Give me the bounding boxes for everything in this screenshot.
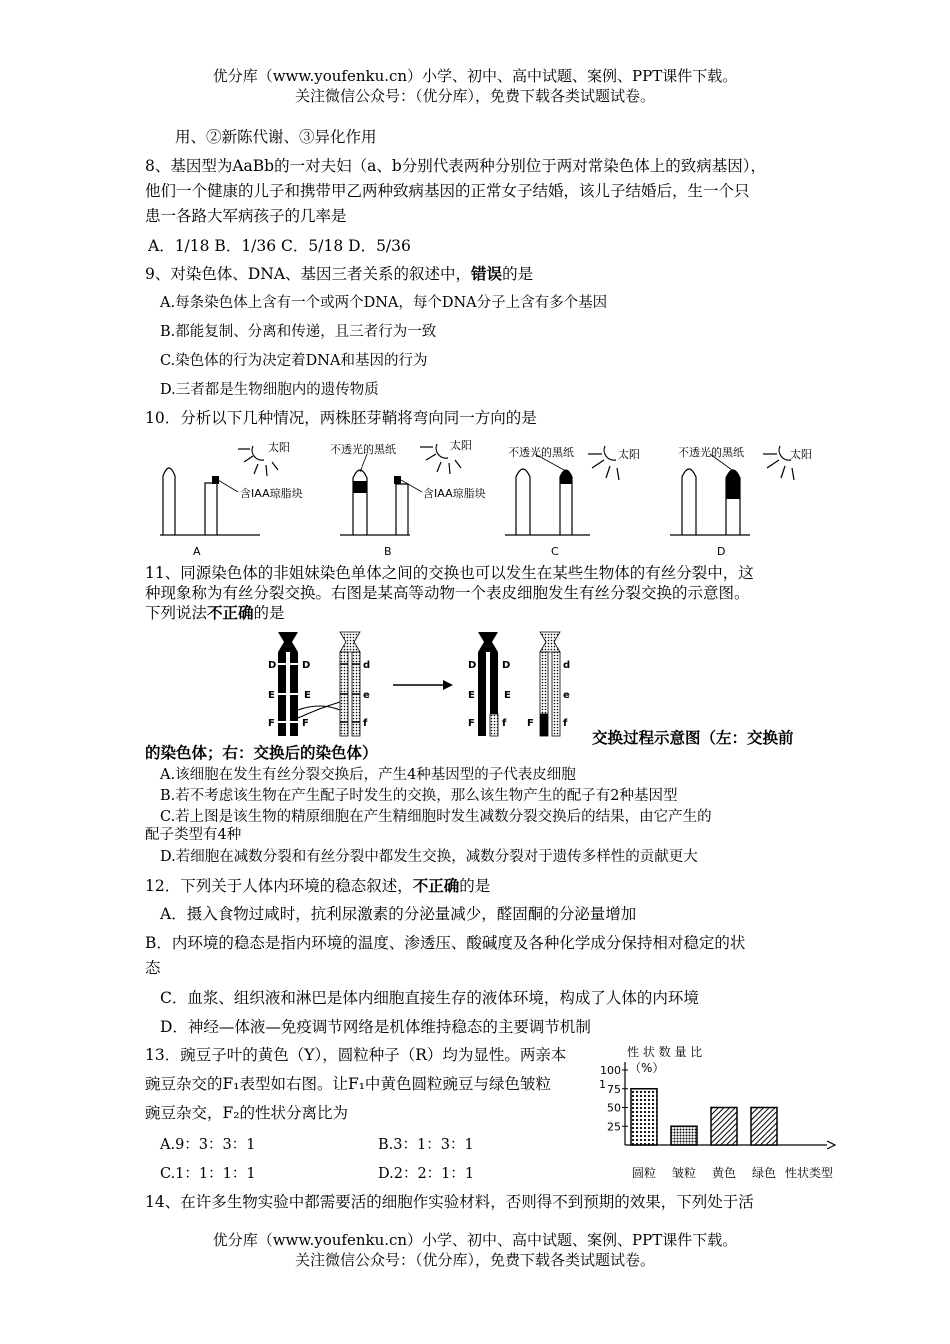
q9-stem <box>145 264 533 284</box>
black-paper-c <box>560 470 572 484</box>
q11-line2: 种现象称为有丝分裂交换。右图是某高等动物一个表皮细胞发生有丝分裂交换的示意图。 <box>145 584 750 602</box>
q10-sun-label-b: 太阳 <box>450 439 472 452</box>
q9-option-c: C.染色体的行为决定着DNA和基因的行为 <box>160 353 428 369</box>
gene-label-after-E2: E <box>504 690 511 701</box>
gene-label-d: d <box>363 660 371 671</box>
q8-line3: 患一各路大军病孩子的几率是 <box>145 207 347 225</box>
q13-line3: 豌豆杂交，F₂的性状分离比为 <box>145 1104 348 1122</box>
q9-option-d: D.三者都是生物细胞内的遗传物质 <box>160 382 379 398</box>
gene-label-after-D2: D <box>502 660 511 671</box>
q9-option-a: A.每条染色体上含有一个或两个DNA，每个DNA分子上含有多个基因 <box>160 295 608 311</box>
q11-option-a: A.该细胞在发生有丝分裂交换后，产生4种基因型的子代表皮细胞 <box>160 767 576 783</box>
chart-y-tick-label: 75 <box>607 1082 621 1096</box>
chart-ylabel: （%） <box>629 1061 665 1075</box>
gene-label-D-1: D <box>268 660 277 671</box>
page-header-line2: 关注微信公众号：（优分库），免费下载各类试题试卷。 <box>294 87 655 105</box>
q8-line2: 他们一个健康的儿子和携带甲乙两种致病基因的正常女子结婚，该儿子结婚后，生一个只 <box>145 182 750 200</box>
chromosome-after-black <box>478 632 498 736</box>
chart-xlabel: 性状类型 <box>785 1166 834 1180</box>
q7-tail: 用、②新陈代谢、③异化作用 <box>175 128 377 146</box>
q11-option-c2: 配子类型有4种 <box>145 827 242 843</box>
chart-y-tick-label: 50 <box>607 1101 621 1115</box>
chart-bar-4 <box>751 1108 777 1146</box>
q11-line3-bold: 不正确 <box>207 603 254 622</box>
q10-label-a: A <box>193 545 201 558</box>
q11-option-d: D.若细胞在减数分裂和有丝分裂中都发生交换，减数分裂对于遗传多样性的贡献更大 <box>160 849 698 865</box>
gene-label-F-2: F <box>302 718 309 729</box>
q10-label-c: C <box>551 545 559 558</box>
chromosome-before-black <box>278 632 298 736</box>
q13-line2: 豌豆杂交的F₁表型如右图。让F₁中黄色圆粒豌豆与绿色皱粒 <box>145 1075 551 1093</box>
q12-option-b2: 态 <box>145 959 161 977</box>
chart-bar-2 <box>671 1126 697 1145</box>
q11-line3-post: 的是 <box>253 604 285 622</box>
q10-sun-label-c: 太阳 <box>618 448 640 461</box>
chart-y-tick-label: 100 <box>600 1064 621 1077</box>
page-footer-line2: 关注微信公众号：（优分库），免费下载各类试题试卷。 <box>294 1251 655 1269</box>
chart-category-label: 皱粒 <box>671 1166 697 1180</box>
q10-iaa-label-b: 含IAA琼脂块 <box>423 487 486 500</box>
chart-y-tick-label: 25 <box>607 1120 621 1134</box>
q13-bar-chart <box>595 1038 845 1188</box>
q11-line3 <box>145 603 285 623</box>
q11-crossover-figure <box>268 630 588 740</box>
chart-bar-3 <box>711 1108 737 1146</box>
iaa-block-b <box>394 476 401 484</box>
q12-option-c: C．血浆、组织液和淋巴是体内细胞直接生存的液体环境，构成了人体的内环境 <box>160 989 699 1007</box>
iaa-block-a <box>212 476 219 484</box>
q8-line1: 8、基因型为AaBb的一对夫妇（a、b分别代表两种分别位于两对常染色体上的致病基因）， <box>145 157 767 175</box>
q12-option-d: D．神经—体液—免疫调节网络是机体维持稳态的主要调节机制 <box>160 1018 591 1036</box>
gene-label-after-f: f <box>502 718 507 729</box>
black-paper-b <box>353 481 367 493</box>
chromosome-after-dotted <box>540 632 560 736</box>
chart-x-axis-arrow <box>827 1141 835 1149</box>
q10-black-paper-label-d: 不透光的黑纸 <box>678 446 744 459</box>
q11-option-b: B.若不考虑该生物在产生配子时发生的交换，那么该生物产生的配子有2种基因型 <box>160 788 678 804</box>
chart-bar-1 <box>631 1089 657 1145</box>
q12-stem-post: 的是 <box>459 877 491 895</box>
gene-label-after-e: e <box>563 690 570 701</box>
gene-label-f: f <box>363 718 368 729</box>
q13-option-d: D.2：2：1：1 <box>378 1166 475 1182</box>
q10-sun-label-d: 太阳 <box>790 448 812 461</box>
chart-category-label: 绿色 <box>751 1166 777 1180</box>
q10-iaa-label-a: 含IAA琼脂块 <box>240 487 303 500</box>
q10-coleoptile-figure <box>150 432 830 562</box>
q13-option-c: C.1：1：1：1 <box>160 1166 256 1182</box>
q9-stem-bold: 错误 <box>471 264 503 283</box>
q13-option-a: A.9：3：3：1 <box>160 1137 256 1153</box>
q11-option-c1: C.若上图是该生物的精原细胞在产生精细胞时发生减数分裂交换后的结果，由它产生的 <box>160 809 712 825</box>
page-footer-line1: 优分库（www.youfenku.cn）小学、初中、高中试题、案例、PPT课件下载。 <box>212 1231 738 1249</box>
gene-label-after-f2: f <box>563 718 568 729</box>
black-paper-d <box>726 470 740 499</box>
q10-stem: 10．分析以下几种情况，两株胚芽鞘将弯向同一方向的是 <box>145 409 537 427</box>
q10-black-paper-label-b: 不透光的黑纸 <box>330 443 396 456</box>
page-header-line1: 优分库（www.youfenku.cn）小学、初中、高中试题、案例、PPT课件下载。 <box>212 67 738 85</box>
chart-category-label: 圆粒 <box>631 1166 657 1180</box>
q11-caption-2: 的染色体；右：交换后的染色体） <box>145 743 378 762</box>
gene-label-e: e <box>363 690 370 701</box>
gene-label-after-d: d <box>563 660 571 671</box>
arrow-right-icon <box>443 680 453 690</box>
gene-label-after-F: F <box>468 718 475 729</box>
q10-black-paper-label-c: 不透光的黑纸 <box>508 446 574 459</box>
q13-line1: 13．豌豆子叶的黄色（Y），圆粒种子（R）均为显性。两亲本 <box>145 1046 567 1064</box>
q8-options: A．1/18 B．1/36 C．5/18 D．5/36 <box>148 237 411 255</box>
q12-stem <box>145 876 490 896</box>
gene-label-E-1: E <box>268 690 275 701</box>
gene-label-F-1: F <box>268 718 275 729</box>
q14-line1: 14、在许多生物实验中都需要活的细胞作实验材料，否则得不到预期的效果，下列处于活 <box>145 1193 754 1211</box>
sun-icon-c <box>588 446 619 480</box>
chart-category-label: 黄色 <box>711 1166 737 1180</box>
q11-line1: 11、同源染色体的非姐妹染色单体之间的交换也可以发生在某些生物体的有丝分裂中，这 <box>145 564 754 582</box>
gene-label-after-D: D <box>468 660 477 671</box>
q9-option-b: B.都能复制、分离和传递，且三者行为一致 <box>160 324 437 340</box>
gene-label-after-E: E <box>468 690 475 701</box>
q10-label-d: D <box>717 545 726 558</box>
q11-line3-pre: 下列说法 <box>145 604 208 622</box>
q9-stem-pre: 9、对染色体、DNA、基因三者关系的叙述中， <box>145 265 472 283</box>
q13-option-b: B.3：1：3：1 <box>378 1137 474 1153</box>
gene-label-E-2: E <box>304 690 311 701</box>
q10-sun-label-a: 太阳 <box>268 441 290 454</box>
q11-caption-1: 交换过程示意图（左：交换前 <box>592 728 794 747</box>
q12-stem-pre: 12．下列关于人体内环境的稳态叙述， <box>145 877 413 895</box>
chart-extra-tick: 1 <box>599 1078 606 1091</box>
q12-stem-bold: 不正确 <box>412 876 460 895</box>
q9-stem-post: 的是 <box>502 265 534 283</box>
q12-option-a: A．摄入食物过咸时，抗利尿激素的分泌量减少，醛固酮的分泌量增加 <box>160 905 637 923</box>
gene-label-D-2: D <box>302 660 311 671</box>
chart-title: 性 状 数 量 比 <box>627 1045 703 1059</box>
gene-label-after-F2: F <box>527 718 534 729</box>
q12-option-b1: B．内环境的稳态是指内环境的温度、渗透压、酸碱度及各种化学成分保持相对稳定的状 <box>145 934 746 952</box>
q10-label-b: B <box>384 545 392 558</box>
chromosome-before-dotted <box>340 632 360 736</box>
